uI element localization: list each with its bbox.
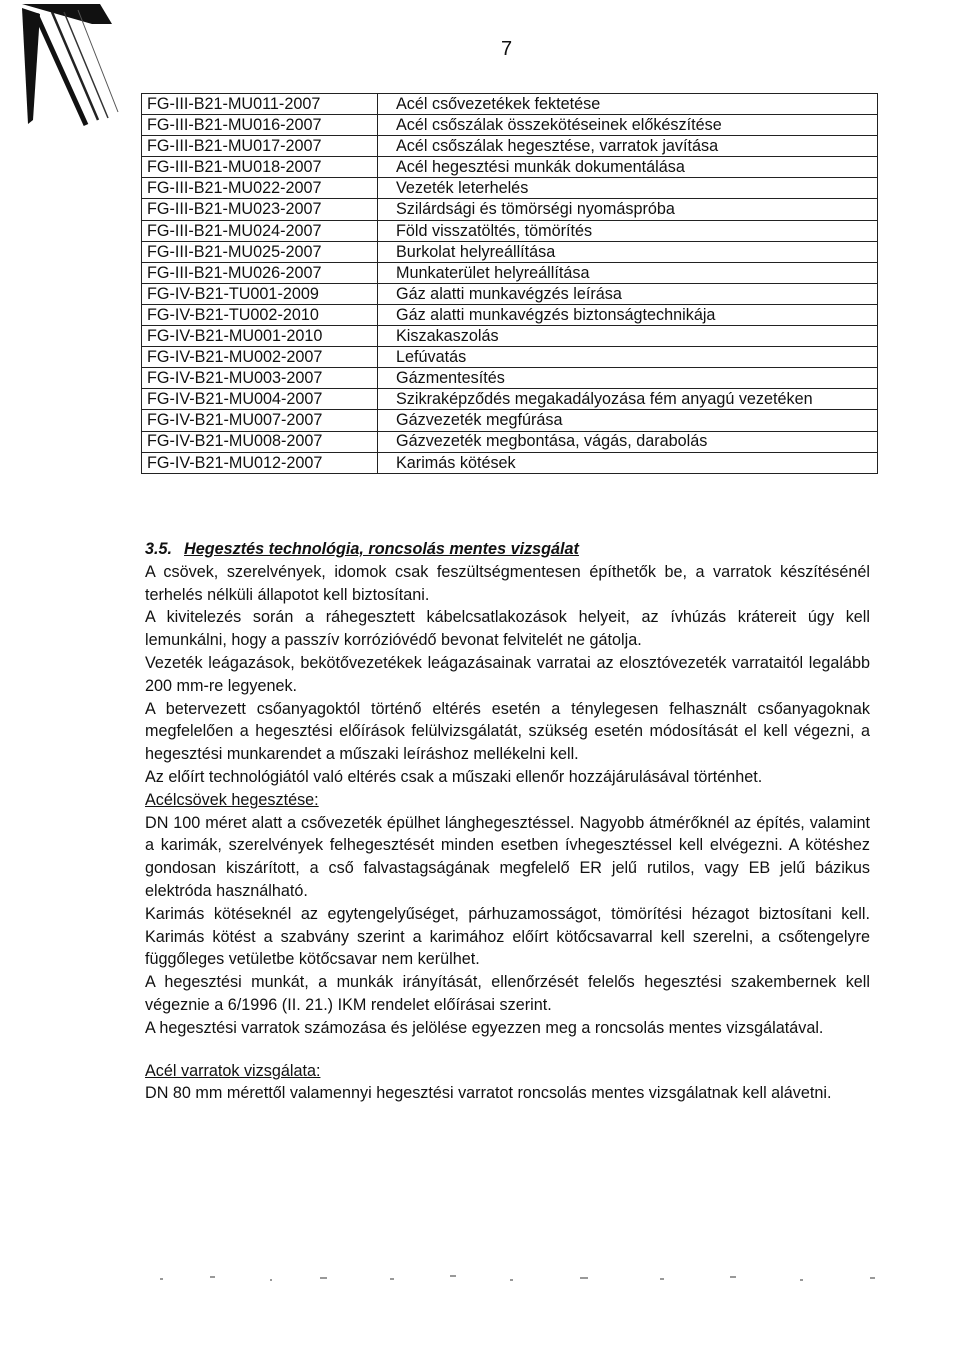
standard-code: FG-IV-B21-TU001-2009 (142, 283, 378, 304)
steel-welding-heading: Acélcsövek hegesztése: (145, 790, 319, 809)
table-row (142, 220, 878, 241)
standard-title: Gázvezeték megbontása, vágás, darabolás (378, 431, 878, 452)
table-row (142, 199, 878, 220)
standard-code: FG-III-B21-MU011-2007 (142, 94, 378, 115)
standard-code: FG-III-B21-MU024-2007 (142, 220, 378, 241)
section-title: Hegesztés technológia, roncsolás mentes vizsgálat (184, 540, 579, 558)
standard-code: FG-IV-B21-MU001-2010 (142, 326, 378, 347)
standard-code: FG-IV-B21-MU003-2007 (142, 368, 378, 389)
standard-title: Lefúvatás (378, 347, 878, 368)
standard-title: Acél csőszálak összekötéseinek előkészítése (378, 115, 878, 136)
table-row (142, 115, 878, 136)
standard-code: FG-III-B21-MU023-2007 (142, 199, 378, 220)
page-number: 7 (501, 38, 513, 60)
standard-title: Kiszakaszolás (378, 326, 878, 347)
table-row (142, 304, 878, 325)
paragraph: A betervezett csőanyagoktól történő eltérés esetén a ténylegesen felhasznált csőanyagoknak megfelelően a hegesztési előírások felülvizsgálatát, szükség esetén módosítását el kell végezni, a hegesztési munkarendet a műszaki leíráshoz mellékelni kell. (145, 699, 870, 764)
standard-title: Munkaterület helyreállítása (378, 262, 878, 283)
table-row (142, 389, 878, 410)
table-row (142, 431, 878, 452)
paragraph: Karimás kötéseknél az egytengelyűséget, párhuzamosságot, tömörítési hézagot biztosítani kell. Karimás kötést a szabvány szerint a karimához előírt kötőcsavarral kell szerelni, a csőtengelyre függőleges vetületbe kötőcsavar nem kerülhet. (145, 904, 870, 969)
standards-table (141, 93, 878, 474)
standard-title: Acél hegesztési munkák dokumentálása (378, 157, 878, 178)
standard-title: Föld visszatöltés, tömörítés (378, 220, 878, 241)
scan-corner-mark (0, 0, 130, 160)
table-row (142, 94, 878, 115)
paragraph: Vezeték leágazások, bekötővezetékek leágazásainak varratai az elosztóvezeték varrataitól legalább 200 mm-re legyenek. (145, 653, 870, 695)
paragraph: DN 80 mm mérettől valamennyi hegesztési varratot roncsolás mentes vizsgálatnak kell alávetni. (145, 1084, 832, 1103)
paragraph: DN 100 méret alatt a csővezeték épülhet lánghegesztéssel. Nagyobb átmérőknél az építés, valamint a karimák, szerelvények felhegesztését minden esetben ívhegesztéssel kell elvégezni. A kötéshez gondosan kiszárított, a cső falvastagságának megfelelő ER jelű rutilos, vagy EB jelű bázikus elektróda használható. (145, 813, 870, 900)
standard-title: Karimás kötések (378, 452, 878, 473)
paragraph: A hegesztési munkát, a munkák irányítását, ellenőrzését felelős hegesztési szakembernek kell végeznie a 6/1996 (II. 21.) IKM rendelet előírásai szerint. (145, 973, 870, 1014)
table-row (142, 262, 878, 283)
standard-title: Gázmentesítés (378, 368, 878, 389)
standard-code: FG-IV-B21-TU002-2010 (142, 304, 378, 325)
paragraph: Az előírt technológiától való eltérés csak a műszaki ellenőr hozzájárulásával történhet. (145, 767, 763, 786)
standard-title: Acél csővezetékek fektetése (378, 94, 878, 115)
paragraph: A hegesztési varratok számozása és jelölése egyezzen meg a roncsolás mentes vizsgálatával. (145, 1018, 824, 1037)
standard-code: FG-III-B21-MU025-2007 (142, 241, 378, 262)
standard-title: Gáz alatti munkavégzés biztonságtechnikája (378, 304, 878, 325)
standard-title: Burkolat helyreállítása (378, 241, 878, 262)
standard-title: Szikraképződés megakadályozása fém anyagú vezetéken (378, 389, 878, 410)
paragraph: A csövek, szerelvények, idomok csak feszültségmentesen építhetők be, a varratok készítésénél terhelés nélküli állapotot kell biztosítani. (145, 562, 870, 604)
table-row (142, 452, 878, 473)
table-row (142, 347, 878, 368)
standard-code: FG-IV-B21-MU004-2007 (142, 389, 378, 410)
section-heading (145, 538, 870, 561)
table-row (142, 136, 878, 157)
section-number: 3.5. (145, 540, 173, 558)
standard-title: Vezeték leterhelés (378, 178, 878, 199)
table-row (142, 283, 878, 304)
standard-code: FG-III-B21-MU022-2007 (142, 178, 378, 199)
table-row (142, 326, 878, 347)
table-row (142, 368, 878, 389)
standard-title: Gáz alatti munkavégzés leírása (378, 283, 878, 304)
standard-code: FG-IV-B21-MU012-2007 (142, 452, 378, 473)
welding-section (145, 538, 870, 1105)
table-row (142, 157, 878, 178)
standard-code: FG-III-B21-MU017-2007 (142, 136, 378, 157)
table-row (142, 410, 878, 431)
standard-title: Szilárdsági és tömörségi nyomáspróba (378, 199, 878, 220)
standard-code: FG-III-B21-MU016-2007 (142, 115, 378, 136)
weld-inspection-heading: Acél varratok vizsgálata: (145, 1061, 321, 1080)
paragraph: A kivitelezés során a ráhegesztett kábelcsatlakozások helyeit, az ívhúzás krátereit úgy kell lemunkálni, hogy a passzív korrózióvédő bevonat felvitelét ne gátolja. (145, 608, 870, 650)
standard-code: FG-III-B21-MU018-2007 (142, 157, 378, 178)
standard-code: FG-IV-B21-MU008-2007 (142, 431, 378, 452)
standard-title: Acél csőszálak hegesztése, varratok javítása (378, 136, 878, 157)
standard-title: Gázvezeték megfúrása (378, 410, 878, 431)
table-row (142, 241, 878, 262)
standard-code: FG-IV-B21-MU002-2007 (142, 347, 378, 368)
standard-code: FG-IV-B21-MU007-2007 (142, 410, 378, 431)
scan-noise (150, 1272, 950, 1284)
standard-code: FG-III-B21-MU026-2007 (142, 262, 378, 283)
table-row (142, 178, 878, 199)
